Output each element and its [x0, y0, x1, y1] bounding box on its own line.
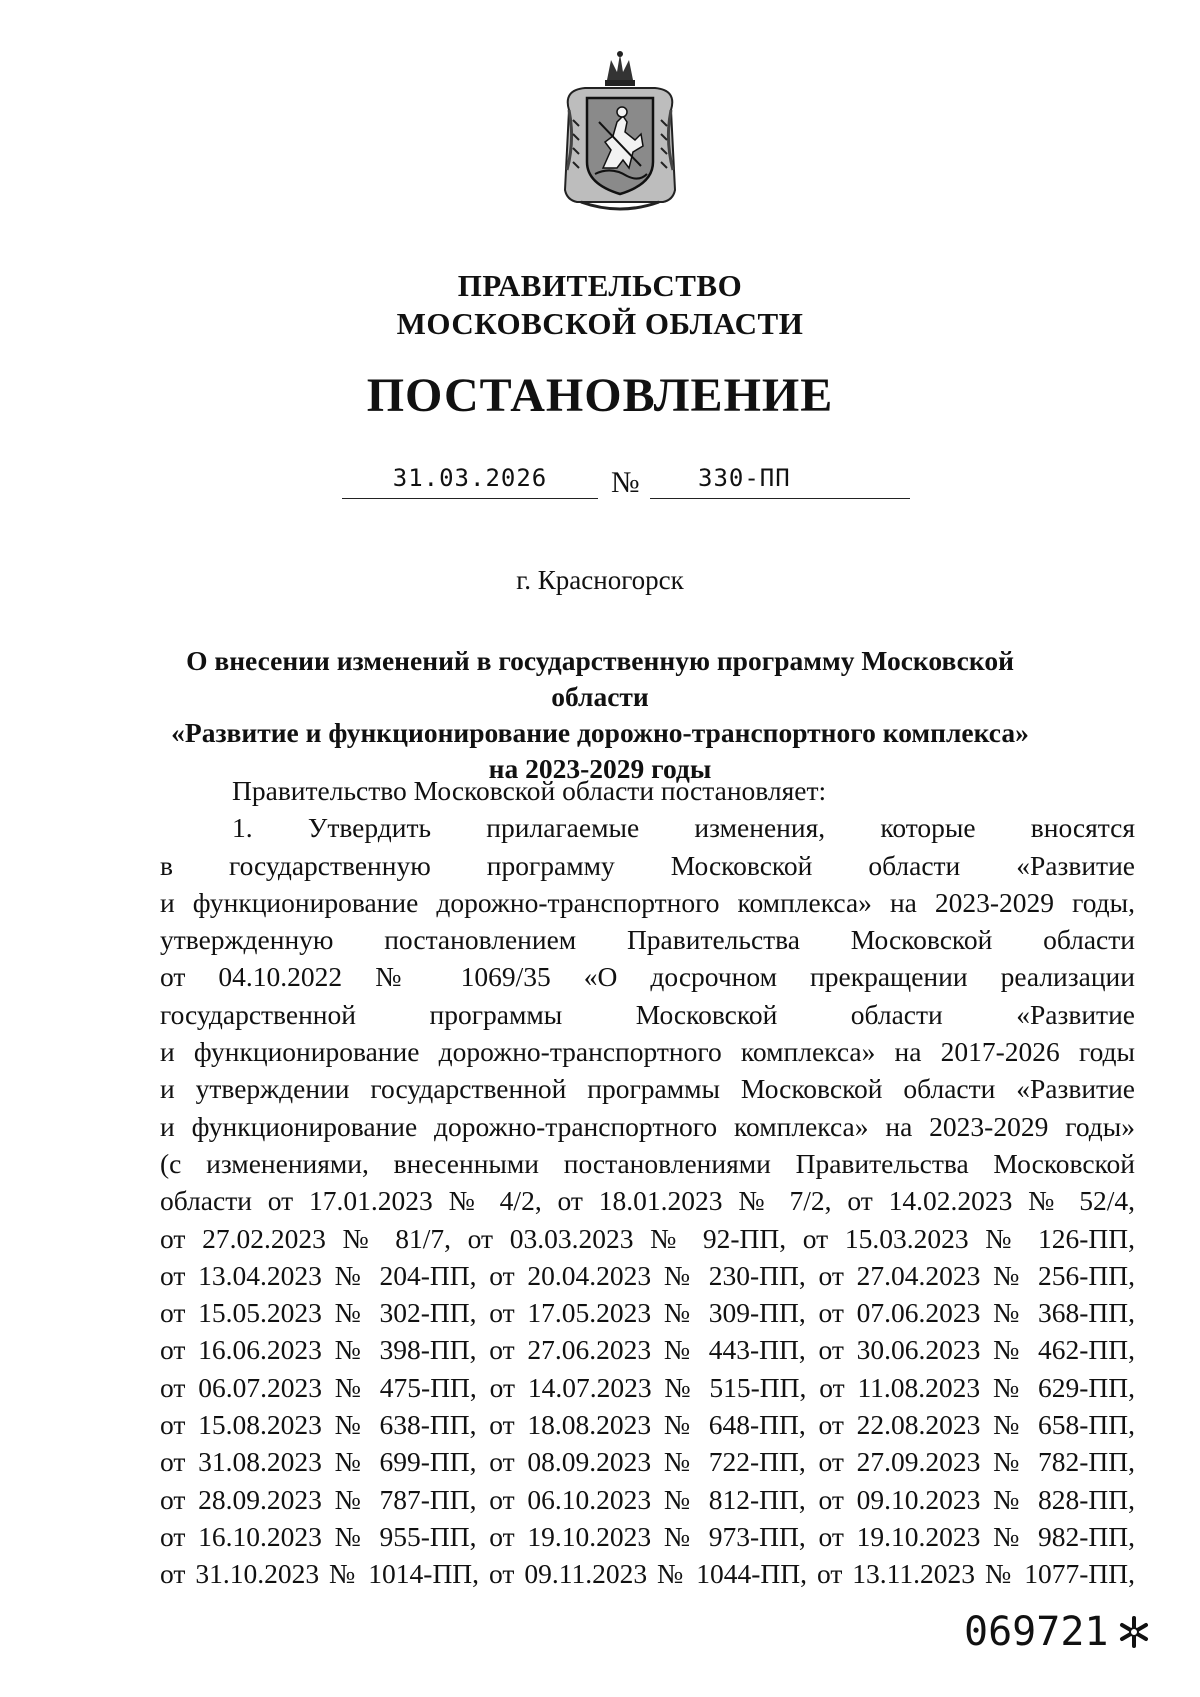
title-line: «Развитие и функционирование дорожно-транспортного комплекса» [171, 717, 1029, 748]
serial-number: 069721 [964, 1609, 1109, 1655]
body-line: от 16.10.2023 № 955-ПП, от 19.10.2023 № 973-ПП, от 19.10.2023 № 982-ПП, [160, 1520, 1135, 1552]
title-line: О внесении изменений в государственную программу Московской области [186, 645, 1014, 712]
government-name-line1: ПРАВИТЕЛЬСТВО [457, 268, 743, 303]
serial-stamp [964, 1609, 1151, 1655]
body-line: от 15.05.2023 № 302-ПП, от 17.05.2023 № 309-ПП, от 07.06.2023 № 368-ПП, [160, 1297, 1135, 1329]
city-name: г. Красногорск [516, 565, 684, 595]
body-line: от 06.07.2023 № 475-ПП, от 14.07.2023 № 515-ПП, от 11.08.2023 № 629-ПП, [160, 1371, 1135, 1403]
moscow-oblast-coat-of-arms-icon [555, 50, 685, 218]
body-line: и утверждении государственной программы Московской области «Развитие [160, 1073, 1135, 1105]
body-line: от 04.10.2022 № 1069/35 «О досрочном прекращении реализации [160, 961, 1135, 993]
body-line: и функционирование дорожно-транспортного комплекса» на 2017-2026 годы [160, 1036, 1135, 1068]
document-type-heading: ПОСТАНОВЛЕНИЕ [366, 369, 834, 422]
body-line: от 16.06.2023 № 398-ПП, от 27.06.2023 № 443-ПП, от 30.06.2023 № 462-ПП, [160, 1334, 1135, 1366]
registration-number: 330-ПП [698, 464, 791, 492]
body-line: Правительство Московской области постановляет: [232, 775, 827, 806]
title-line: на 2023-2029 годы [488, 753, 712, 784]
body-line: от 13.04.2023 № 204-ПП, от 20.04.2023 № 230-ПП, от 27.04.2023 № 256-ПП, [160, 1259, 1135, 1291]
number-underline [650, 498, 910, 499]
registration-row [0, 464, 1200, 504]
document-body [160, 772, 1135, 1593]
body-line: и функционирование дорожно-транспортного комплекса» на 2023-2029 годы, [160, 886, 1135, 918]
body-line: в государственную программу Московской области «Развитие [160, 849, 1135, 881]
government-name-line2: МОСКОВСКОЙ ОБЛАСТИ [396, 306, 804, 341]
body-line: утвержденную постановлением Правительства Московской области [160, 924, 1135, 956]
body-line: от 27.02.2023 № 81/7, от 03.03.2023 № 92-ПП, от 15.03.2023 № 126-ПП, [160, 1222, 1135, 1254]
body-line: области от 17.01.2023 № 4/2, от 18.01.2023 № 7/2, от 14.02.2023 № 52/4, [160, 1185, 1135, 1217]
body-line: (с изменениями, внесенными постановлениями Правительства Московской [160, 1147, 1135, 1179]
body-line: от 28.09.2023 № 787-ПП, от 06.10.2023 № 812-ПП, от 09.10.2023 № 828-ПП, [160, 1483, 1135, 1515]
asterisk-stamp-icon [1117, 1615, 1151, 1649]
body-line: и функционирование дорожно-транспортного комплекса» на 2023-2029 годы» [160, 1110, 1135, 1142]
body-line: государственной программы Московской области «Развитие [160, 998, 1135, 1030]
body-line: 1. Утвердить прилагаемые изменения, которые вносятся [232, 812, 1135, 844]
number-sign: № [611, 466, 640, 499]
date-underline [342, 498, 598, 499]
document-title [140, 643, 1060, 787]
body-line: от 31.08.2023 № 699-ПП, от 08.09.2023 № 722-ПП, от 27.09.2023 № 782-ПП, [160, 1446, 1135, 1478]
body-line: от 31.10.2023 № 1014-ПП, от 09.11.2023 № 1044-ПП, от 13.11.2023 № 1077-ПП, [160, 1558, 1135, 1590]
body-line: от 15.08.2023 № 638-ПП, от 18.08.2023 № 648-ПП, от 22.08.2023 № 658-ПП, [160, 1409, 1135, 1441]
registration-date: 31.03.2026 [392, 464, 548, 492]
